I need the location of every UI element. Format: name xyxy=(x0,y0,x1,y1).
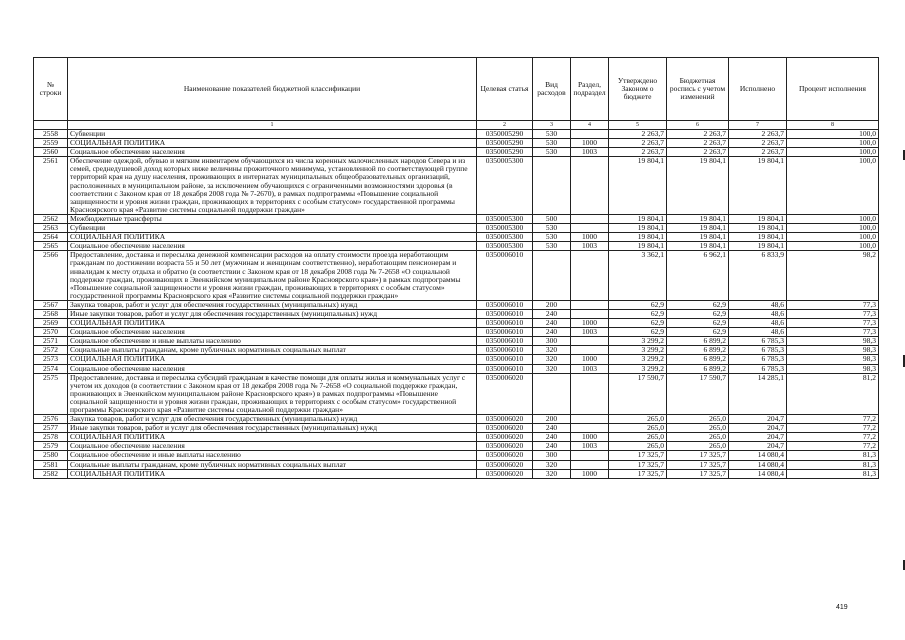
page-number: 419 xyxy=(836,604,848,611)
cell-name: Социальные выплаты гражданам, кроме публичных нормативных социальных выплат xyxy=(68,346,477,355)
cell-approved: 17 325,7 xyxy=(609,451,667,460)
cell-name: Закупка товаров, работ и услуг для обеспечения государственных (муниципальных) нужд xyxy=(68,300,477,309)
cell-section xyxy=(571,460,609,469)
cell-executed: 6 785,3 xyxy=(729,364,787,373)
cell-num: 2569 xyxy=(34,319,68,328)
cell-section: 1003 xyxy=(571,148,609,157)
table-row xyxy=(34,433,879,442)
cell-percent: 77,3 xyxy=(787,328,879,337)
cell-section xyxy=(571,346,609,355)
cell-section xyxy=(571,415,609,424)
cell-budget-list: 265,0 xyxy=(667,424,729,433)
cell-executed: 6 785,3 xyxy=(729,346,787,355)
cell-num: 2563 xyxy=(34,224,68,233)
cell-percent: 100,0 xyxy=(787,233,879,242)
cell-section xyxy=(571,214,609,223)
cell-budget-list: 265,0 xyxy=(667,433,729,442)
cell-num: 2559 xyxy=(34,139,68,148)
cell-budget-list: 265,0 xyxy=(667,415,729,424)
cell-percent: 77,2 xyxy=(787,433,879,442)
cell-executed: 48,6 xyxy=(729,328,787,337)
cell-section: 1000 xyxy=(571,139,609,148)
cell-section: 1000 xyxy=(571,469,609,478)
cell-num: 2572 xyxy=(34,346,68,355)
table-row xyxy=(34,242,879,251)
cell-percent: 81,2 xyxy=(787,373,879,414)
cell-name: СОЦИАЛЬНАЯ ПОЛИТИКА xyxy=(68,319,477,328)
cell-approved: 62,9 xyxy=(609,300,667,309)
cell-approved: 19 804,1 xyxy=(609,157,667,215)
cell-budget-list: 17 325,7 xyxy=(667,460,729,469)
cell-kind: 530 xyxy=(533,148,571,157)
cell-name: СОЦИАЛЬНАЯ ПОЛИТИКА xyxy=(68,433,477,442)
table-row xyxy=(34,300,879,309)
cell-approved: 3 299,2 xyxy=(609,346,667,355)
cell-name: Социальные выплаты гражданам, кроме публичных нормативных социальных выплат xyxy=(68,460,477,469)
cell-kind: 300 xyxy=(533,451,571,460)
col-name-header: Наименование показателей бюджетной классификации xyxy=(68,58,477,121)
cell-target: 0350005290 xyxy=(477,139,533,148)
table-row xyxy=(34,355,879,364)
cell-kind: 240 xyxy=(533,319,571,328)
cell-target: 0350005300 xyxy=(477,242,533,251)
col-index: 2 xyxy=(477,121,533,130)
cell-executed: 14 080,4 xyxy=(729,460,787,469)
cell-percent: 98,3 xyxy=(787,346,879,355)
cell-executed: 204,7 xyxy=(729,424,787,433)
col-executed-header: Исполнено xyxy=(729,58,787,121)
table-row xyxy=(34,442,879,451)
cell-approved: 62,9 xyxy=(609,319,667,328)
table-row xyxy=(34,346,879,355)
cell-approved: 3 362,1 xyxy=(609,251,667,301)
cell-kind: 240 xyxy=(533,328,571,337)
cell-percent: 100,0 xyxy=(787,148,879,157)
cell-budget-list: 17 325,7 xyxy=(667,469,729,478)
cell-approved: 3 299,2 xyxy=(609,337,667,346)
cell-executed: 204,7 xyxy=(729,433,787,442)
cell-budget-list: 19 804,1 xyxy=(667,233,729,242)
cell-executed: 14 080,4 xyxy=(729,451,787,460)
cell-executed: 48,6 xyxy=(729,309,787,318)
cell-name: Социальное обеспечение населения xyxy=(68,328,477,337)
table-row xyxy=(34,460,879,469)
cell-executed: 48,6 xyxy=(729,300,787,309)
cell-budget-list: 17 325,7 xyxy=(667,451,729,460)
cell-approved: 17 590,7 xyxy=(609,373,667,414)
cell-kind: 240 xyxy=(533,433,571,442)
cell-percent: 98,2 xyxy=(787,251,879,301)
cell-budget-list: 62,9 xyxy=(667,309,729,318)
table-row xyxy=(34,148,879,157)
cell-percent: 98,3 xyxy=(787,364,879,373)
cell-budget-list: 19 804,1 xyxy=(667,214,729,223)
table-row xyxy=(34,139,879,148)
cell-approved: 2 263,7 xyxy=(609,139,667,148)
cell-budget-list: 19 804,1 xyxy=(667,242,729,251)
cell-kind xyxy=(533,251,571,301)
cell-name: Социальное обеспечение населения xyxy=(68,242,477,251)
col-index: 8 xyxy=(787,121,879,130)
cell-num: 2567 xyxy=(34,300,68,309)
col-num-header: № строки xyxy=(34,58,68,121)
cell-executed: 48,6 xyxy=(729,319,787,328)
cell-executed: 19 804,1 xyxy=(729,224,787,233)
cell-kind: 320 xyxy=(533,364,571,373)
cell-percent: 100,0 xyxy=(787,130,879,139)
cell-num: 2582 xyxy=(34,469,68,478)
cell-approved: 19 804,1 xyxy=(609,224,667,233)
cell-kind: 530 xyxy=(533,139,571,148)
cell-num: 2571 xyxy=(34,337,68,346)
cell-target: 0350006020 xyxy=(477,424,533,433)
cell-kind: 240 xyxy=(533,424,571,433)
cell-section: 1000 xyxy=(571,319,609,328)
cell-target: 0350006010 xyxy=(477,300,533,309)
cell-section xyxy=(571,224,609,233)
table-row xyxy=(34,130,879,139)
cell-percent: 98,3 xyxy=(787,355,879,364)
cell-name: Закупка товаров, работ и услуг для обеспечения государственных (муниципальных) нужд xyxy=(68,415,477,424)
cell-budget-list: 6 899,2 xyxy=(667,346,729,355)
cell-target: 0350006010 xyxy=(477,251,533,301)
cell-approved: 3 299,2 xyxy=(609,355,667,364)
cell-approved: 19 804,1 xyxy=(609,242,667,251)
budget-table xyxy=(33,57,879,479)
table-body xyxy=(34,130,879,479)
col-budget-list-header: Бюджетная роспись с учетом изменений xyxy=(667,58,729,121)
cell-kind: 320 xyxy=(533,355,571,364)
cell-num: 2575 xyxy=(34,373,68,414)
cell-approved: 3 299,2 xyxy=(609,364,667,373)
cell-section xyxy=(571,157,609,215)
cell-name: Иные закупки товаров, работ и услуг для обеспечения государственных (муниципальных) нужд xyxy=(68,424,477,433)
cell-num: 2576 xyxy=(34,415,68,424)
cell-approved: 17 325,7 xyxy=(609,460,667,469)
cell-percent: 77,3 xyxy=(787,309,879,318)
cell-budget-list: 6 899,2 xyxy=(667,364,729,373)
cell-section: 1003 xyxy=(571,364,609,373)
cell-executed: 6 785,3 xyxy=(729,337,787,346)
cell-name: Социальное обеспечение населения xyxy=(68,148,477,157)
cell-target: 0350005300 xyxy=(477,224,533,233)
cell-num: 2565 xyxy=(34,242,68,251)
cell-percent: 100,0 xyxy=(787,224,879,233)
table-row xyxy=(34,364,879,373)
cell-num: 2580 xyxy=(34,451,68,460)
cell-approved: 2 263,7 xyxy=(609,148,667,157)
cell-executed: 19 804,1 xyxy=(729,214,787,223)
cell-budget-list: 2 263,7 xyxy=(667,130,729,139)
col-kind-header: Вид расходов xyxy=(533,58,571,121)
cell-name: Предоставление, доставка и пересылка субсидий гражданам в качестве помощи для оплаты жилья и коммунальных услуг с учетом их доходов (в соответствии с Законом края от 18 декабря 2008 года № 7-2658 «О социальной поддержке граждан, проживающих в Эвенкийском муниципальном районе Красноярского края») в рамках подпрограммы «Повышение социальной защищенности и уровня жизни граждан, проживающих в территориях с особым статусом» государственной программы Красноярского края «Развитие системы социальной поддержки граждан» xyxy=(68,373,477,414)
cell-num: 2570 xyxy=(34,328,68,337)
cell-num: 2577 xyxy=(34,424,68,433)
cell-target: 0350006010 xyxy=(477,364,533,373)
cell-name: СОЦИАЛЬНАЯ ПОЛИТИКА xyxy=(68,233,477,242)
cell-section xyxy=(571,373,609,414)
cell-approved: 265,0 xyxy=(609,415,667,424)
cell-name: Обеспечение одеждой, обувью и мягким инвентарем обучающихся из числа коренных малочисленных народов Севера и из семей, среднедушевой доход которых ниже величины прожиточного минимума, установленной по соответствующей группе территорий края на душу населения, проживающих в интернатах муниципальных общеобразовательных организаций, расположенных в муниципальном районе, за исключением обучающихся с ограниченными возможностями здоровья (в соответствии с Законом края от 18 декабря 2008 года № 7-2670), в рамках подпрограммы «Повышение социальной защищенности и уровня жизни граждан, проживающих в территориях с особым статусом» государственной программы Красноярского края «Развитие системы социальной поддержки граждан» xyxy=(68,157,477,215)
table-row xyxy=(34,328,879,337)
cell-name: Иные закупки товаров, работ и услуг для обеспечения государственных (муниципальных) нужд xyxy=(68,309,477,318)
cell-name: Межбюджетные трансферты xyxy=(68,214,477,223)
cell-num: 2568 xyxy=(34,309,68,318)
table-row xyxy=(34,469,879,478)
col-index: 7 xyxy=(729,121,787,130)
cell-percent: 100,0 xyxy=(787,157,879,215)
cell-kind: 320 xyxy=(533,460,571,469)
cell-budget-list: 6 962,1 xyxy=(667,251,729,301)
cell-percent: 98,3 xyxy=(787,337,879,346)
cell-target: 0350006020 xyxy=(477,433,533,442)
cell-target: 0350005290 xyxy=(477,130,533,139)
cell-approved: 62,9 xyxy=(609,328,667,337)
cell-target: 0350006010 xyxy=(477,328,533,337)
cell-target: 0350006010 xyxy=(477,337,533,346)
cell-num: 2561 xyxy=(34,157,68,215)
cell-percent: 77,3 xyxy=(787,300,879,309)
table-row xyxy=(34,337,879,346)
cell-num: 2562 xyxy=(34,214,68,223)
cell-name: Субвенции xyxy=(68,130,477,139)
col-approved-header: Утверждено Законом о бюджете xyxy=(609,58,667,121)
table-row xyxy=(34,214,879,223)
cell-executed: 2 263,7 xyxy=(729,139,787,148)
cell-percent: 100,0 xyxy=(787,139,879,148)
cell-approved: 2 263,7 xyxy=(609,130,667,139)
cell-num: 2578 xyxy=(34,433,68,442)
cell-num: 2566 xyxy=(34,251,68,301)
table-row xyxy=(34,424,879,433)
cell-section: 1000 xyxy=(571,433,609,442)
table-row xyxy=(34,224,879,233)
cell-executed: 14 080,4 xyxy=(729,469,787,478)
cell-approved: 17 325,7 xyxy=(609,469,667,478)
cell-num: 2581 xyxy=(34,460,68,469)
cell-name: Социальное обеспечение населения xyxy=(68,364,477,373)
cell-section xyxy=(571,251,609,301)
cell-num: 2574 xyxy=(34,364,68,373)
cell-percent: 81,3 xyxy=(787,451,879,460)
cell-kind: 530 xyxy=(533,233,571,242)
cell-kind: 530 xyxy=(533,242,571,251)
cell-target: 0350006010 xyxy=(477,319,533,328)
table-row xyxy=(34,251,879,301)
cell-kind: 240 xyxy=(533,309,571,318)
cell-percent: 77,3 xyxy=(787,319,879,328)
cell-kind: 320 xyxy=(533,469,571,478)
cell-kind: 530 xyxy=(533,130,571,139)
cell-executed: 204,7 xyxy=(729,442,787,451)
cell-target: 0350005300 xyxy=(477,157,533,215)
cell-approved: 265,0 xyxy=(609,433,667,442)
col-target-header: Целевая статья xyxy=(477,58,533,121)
cell-approved: 265,0 xyxy=(609,442,667,451)
cell-num: 2560 xyxy=(34,148,68,157)
cell-kind: 240 xyxy=(533,442,571,451)
cell-budget-list: 17 590,7 xyxy=(667,373,729,414)
cell-section xyxy=(571,337,609,346)
cell-budget-list: 62,9 xyxy=(667,328,729,337)
cell-target: 0350006020 xyxy=(477,415,533,424)
cell-budget-list: 265,0 xyxy=(667,442,729,451)
cell-target: 0350005290 xyxy=(477,148,533,157)
cell-kind: 200 xyxy=(533,300,571,309)
cell-target: 0350006010 xyxy=(477,355,533,364)
cell-executed: 2 263,7 xyxy=(729,130,787,139)
cell-percent: 77,2 xyxy=(787,424,879,433)
table-row xyxy=(34,319,879,328)
cell-percent: 81,3 xyxy=(787,469,879,478)
cell-section xyxy=(571,130,609,139)
cell-target: 0350005300 xyxy=(477,214,533,223)
cell-budget-list: 2 263,7 xyxy=(667,148,729,157)
col-index: 4 xyxy=(571,121,609,130)
cell-kind: 530 xyxy=(533,224,571,233)
cell-target: 0350006020 xyxy=(477,469,533,478)
cell-kind: 320 xyxy=(533,346,571,355)
cell-num: 2558 xyxy=(34,130,68,139)
col-index: 3 xyxy=(533,121,571,130)
col-index: 1 xyxy=(68,121,477,130)
cell-percent: 100,0 xyxy=(787,242,879,251)
cell-name: Социальное обеспечение и иные выплаты населению xyxy=(68,451,477,460)
cell-name: СОЦИАЛЬНАЯ ПОЛИТИКА xyxy=(68,469,477,478)
cell-percent: 77,2 xyxy=(787,415,879,424)
cell-section: 1003 xyxy=(571,242,609,251)
col-index: 5 xyxy=(609,121,667,130)
table-row xyxy=(34,373,879,414)
cell-target: 0350006020 xyxy=(477,373,533,414)
cell-budget-list: 62,9 xyxy=(667,300,729,309)
table-row xyxy=(34,157,879,215)
col-index: 6 xyxy=(667,121,729,130)
cell-budget-list: 2 263,7 xyxy=(667,139,729,148)
cell-name: Социальное обеспечение и иные выплаты населению xyxy=(68,337,477,346)
cell-approved: 265,0 xyxy=(609,424,667,433)
cell-approved: 19 804,1 xyxy=(609,233,667,242)
cell-executed: 2 263,7 xyxy=(729,148,787,157)
cell-section xyxy=(571,300,609,309)
cell-executed: 6 785,3 xyxy=(729,355,787,364)
cell-num: 2564 xyxy=(34,233,68,242)
cell-budget-list: 19 804,1 xyxy=(667,157,729,215)
cell-percent: 100,0 xyxy=(787,214,879,223)
cell-section: 1000 xyxy=(571,355,609,364)
header-row xyxy=(34,58,879,121)
cell-executed: 14 285,1 xyxy=(729,373,787,414)
cell-budget-list: 62,9 xyxy=(667,319,729,328)
cell-name: СОЦИАЛЬНАЯ ПОЛИТИКА xyxy=(68,355,477,364)
cell-name: Предоставление, доставка и пересылка денежной компенсации расходов на оплату стоимости проезда неработающим гражданам по достижении возраста 55 и 50 лет (мужчинам и женщинам соответственно), неработающим пенсионерам и инвалидам к месту отдыха и обратно (в соответствии с Законом края от 18 декабря 2008 года № 7-2658 «О социальной поддержке граждан, проживающих в Эвенкийском муниципальном районе Красноярского края») в рамках подпрограммы «Повышение социальной защищенности и уровня жизни граждан, проживающих в территориях с особым статусом» государственной программы Красноярского края «Развитие системы социальной поддержки граждан» xyxy=(68,251,477,301)
cell-section xyxy=(571,451,609,460)
cell-section: 1003 xyxy=(571,328,609,337)
cell-budget-list: 19 804,1 xyxy=(667,224,729,233)
cell-kind: 500 xyxy=(533,214,571,223)
cell-target: 0350006020 xyxy=(477,460,533,469)
cell-target: 0350006010 xyxy=(477,309,533,318)
column-index-row xyxy=(34,121,879,130)
cell-budget-list: 6 899,2 xyxy=(667,337,729,346)
cell-approved: 19 804,1 xyxy=(609,214,667,223)
cell-name: Социальное обеспечение населения xyxy=(68,442,477,451)
cell-kind xyxy=(533,373,571,414)
cell-section: 1003 xyxy=(571,442,609,451)
cell-num: 2573 xyxy=(34,355,68,364)
cell-executed: 19 804,1 xyxy=(729,157,787,215)
cell-section: 1000 xyxy=(571,233,609,242)
cell-percent: 77,2 xyxy=(787,442,879,451)
cell-target: 0350005300 xyxy=(477,233,533,242)
col-section-header: Раздел, подраздел xyxy=(571,58,609,121)
cell-kind xyxy=(533,157,571,215)
table-row xyxy=(34,233,879,242)
cell-name: Субвенции xyxy=(68,224,477,233)
table-row xyxy=(34,309,879,318)
cell-executed: 6 833,9 xyxy=(729,251,787,301)
cell-approved: 62,9 xyxy=(609,309,667,318)
cell-budget-list: 6 899,2 xyxy=(667,355,729,364)
cell-target: 0350006020 xyxy=(477,442,533,451)
table-row xyxy=(34,451,879,460)
cell-kind: 300 xyxy=(533,337,571,346)
col-percent-header: Процент исполнения xyxy=(787,58,879,121)
col-index xyxy=(34,121,68,130)
cell-kind: 200 xyxy=(533,415,571,424)
cell-name: СОЦИАЛЬНАЯ ПОЛИТИКА xyxy=(68,139,477,148)
cell-executed: 19 804,1 xyxy=(729,242,787,251)
cell-target: 0350006010 xyxy=(477,346,533,355)
table-row xyxy=(34,415,879,424)
cell-target: 0350006020 xyxy=(477,451,533,460)
cell-executed: 204,7 xyxy=(729,415,787,424)
cell-section xyxy=(571,309,609,318)
cell-num: 2579 xyxy=(34,442,68,451)
cell-percent: 81,3 xyxy=(787,460,879,469)
cell-section xyxy=(571,424,609,433)
cell-executed: 19 804,1 xyxy=(729,233,787,242)
